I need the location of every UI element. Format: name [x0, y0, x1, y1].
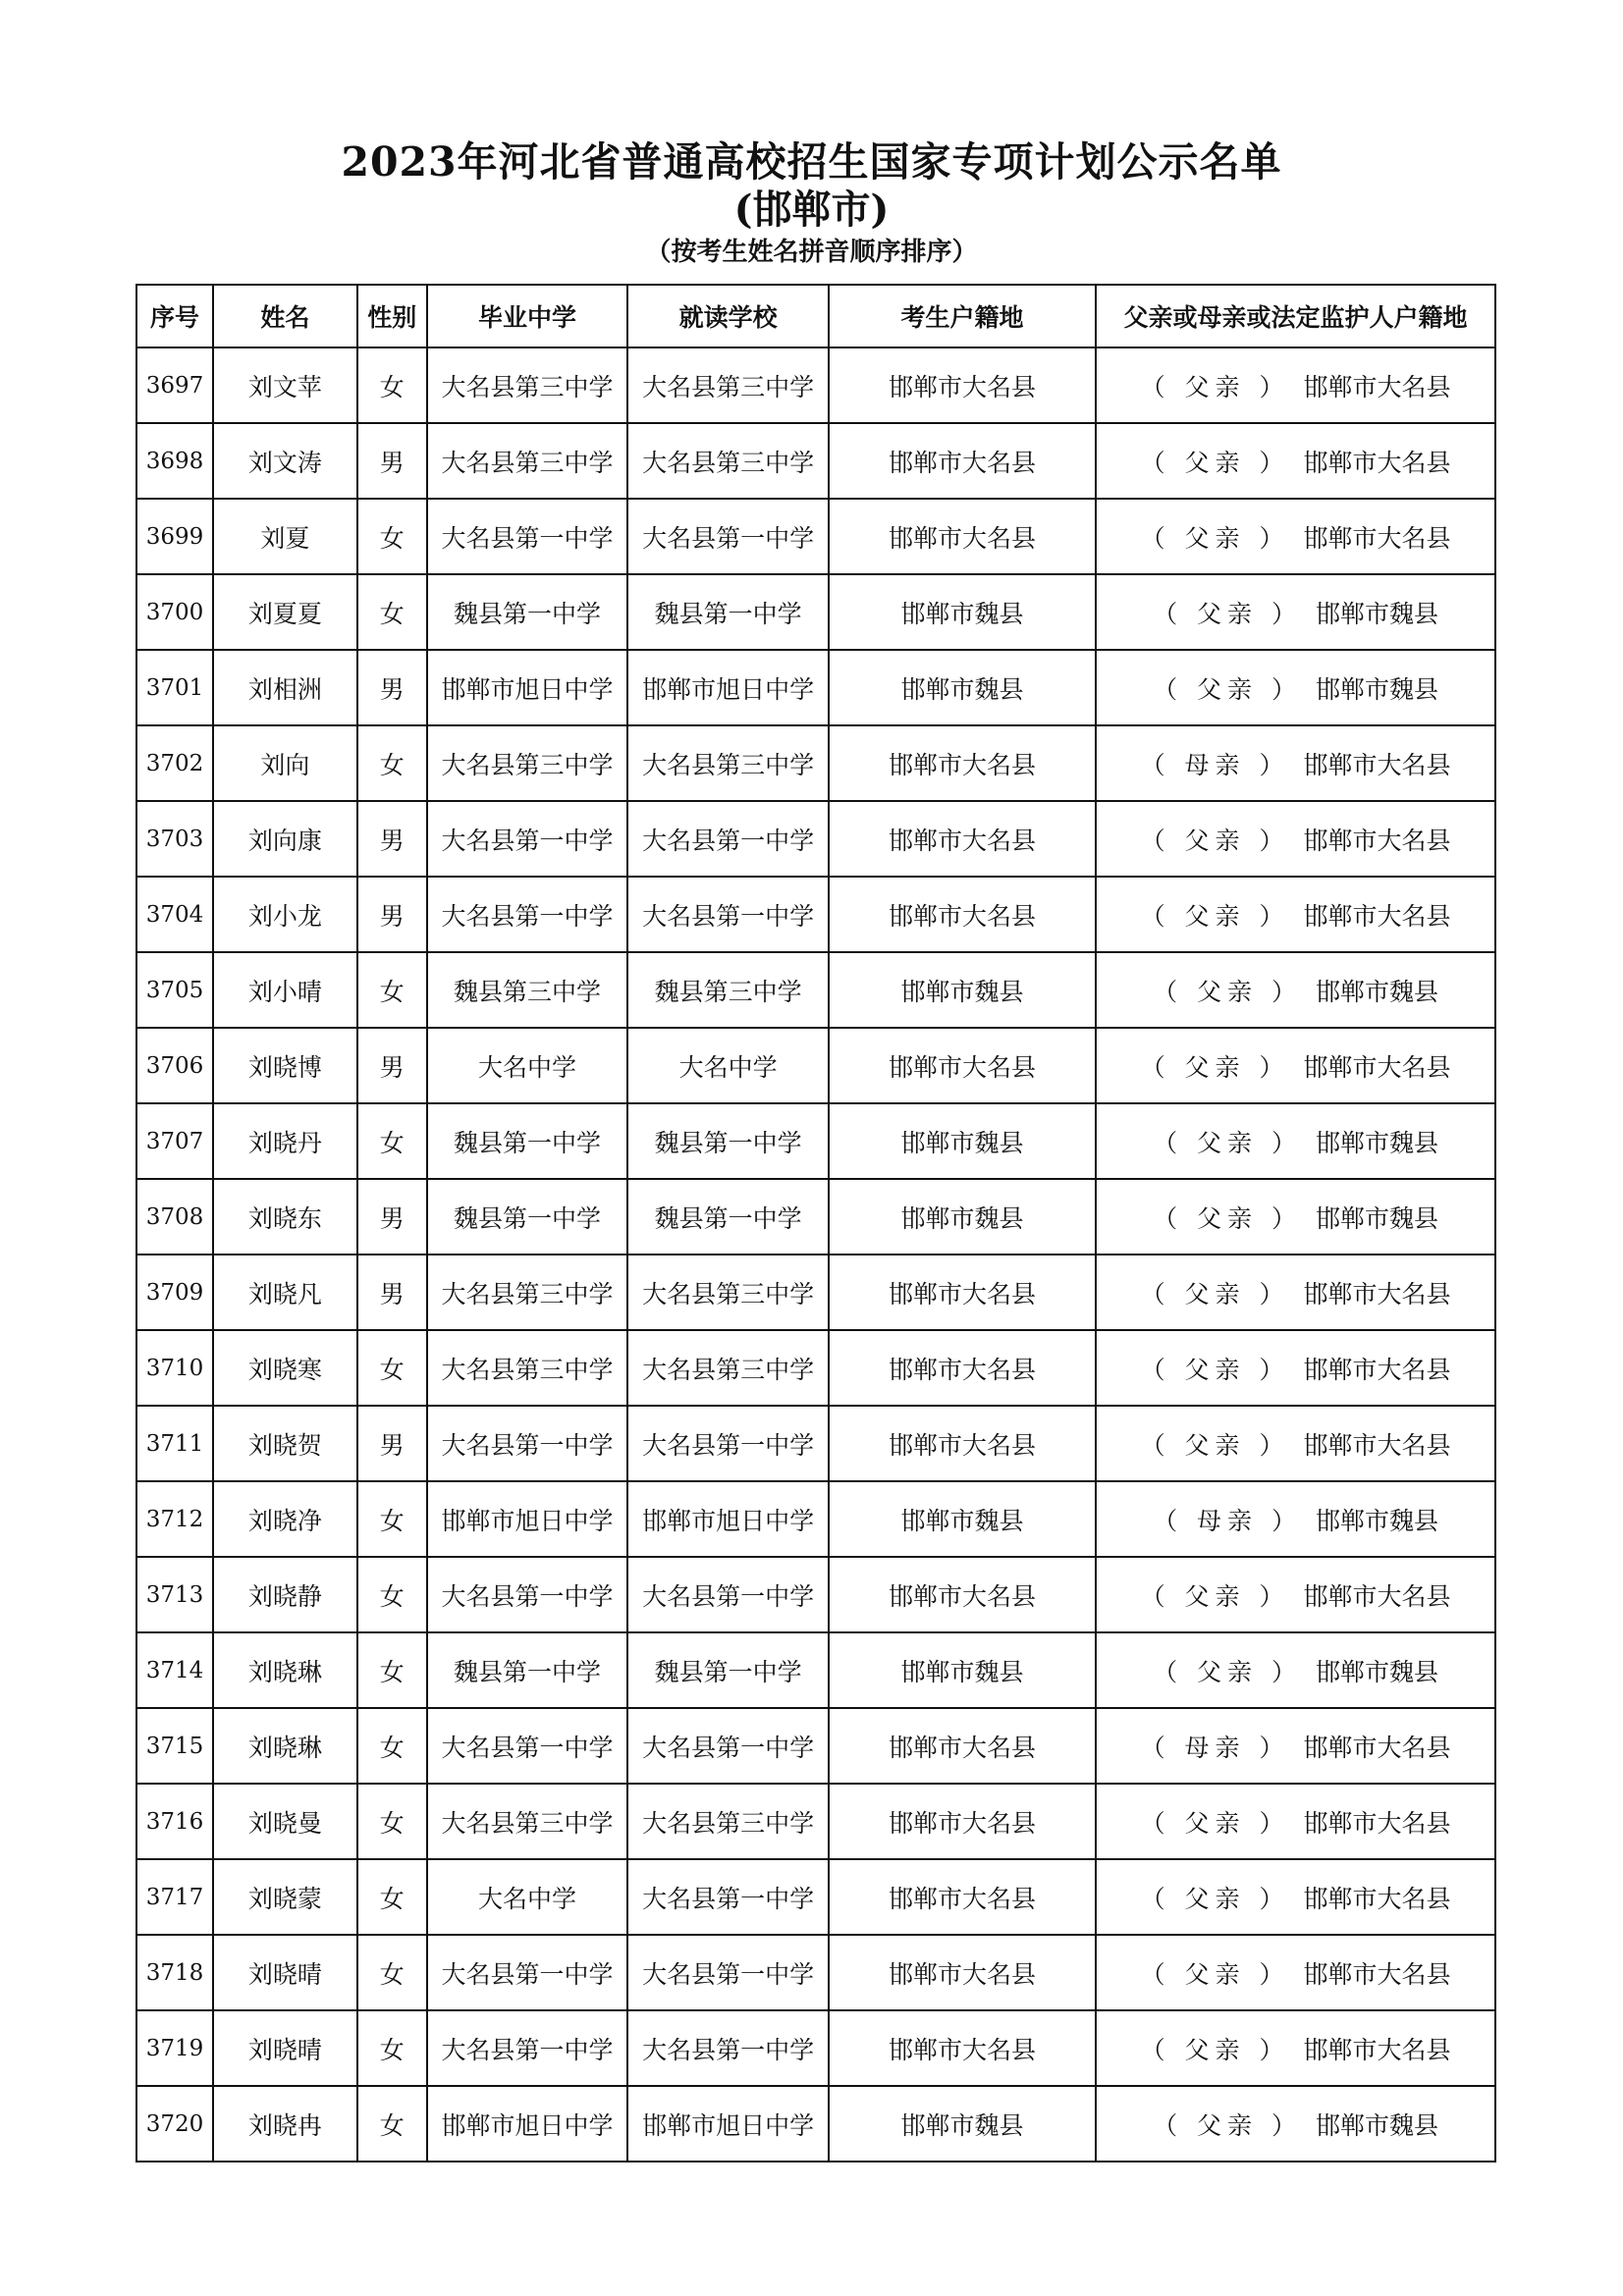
guardian-relation: （ 母亲 ） [1140, 750, 1290, 779]
graduation-school-cell: 大名县第一中学 [427, 1557, 628, 1632]
serial-cell: 3707 [136, 1103, 213, 1179]
gender-cell: 女 [357, 1632, 427, 1708]
guardian-hukou-cell [1096, 877, 1495, 952]
name-cell: 刘向 [213, 725, 357, 801]
graduation-school-cell: 魏县第三中学 [427, 952, 628, 1028]
guardian-relation: （ 父亲 ） [1140, 1808, 1290, 1838]
guardian-hukou-cell [1096, 801, 1495, 877]
guardian-location: 邯郸市大名县 [1303, 901, 1451, 931]
name-cell: 刘晓晴 [213, 2010, 357, 2086]
sort-note: （按考生姓名拼音顺序排序） [645, 238, 978, 267]
graduation-school-cell: 魏县第一中学 [427, 574, 628, 650]
gender-cell: 女 [357, 2086, 427, 2162]
current-school-cell: 大名县第三中学 [627, 423, 829, 499]
guardian-relation: （ 父亲 ） [1140, 1279, 1290, 1308]
gender-cell: 女 [357, 1330, 427, 1406]
gender-cell: 女 [357, 1935, 427, 2010]
name-cell: 刘夏夏 [213, 574, 357, 650]
student-hukou-cell: 邯郸市魏县 [829, 2086, 1096, 2162]
guardian-location: 邯郸市大名县 [1303, 1355, 1451, 1384]
name-cell: 刘晓曼 [213, 1784, 357, 1859]
guardian-location: 邯郸市大名县 [1303, 1581, 1451, 1611]
current-school-cell: 大名县第三中学 [627, 347, 829, 423]
guardian-location: 邯郸市魏县 [1315, 977, 1438, 1006]
name-cell: 刘晓净 [213, 1481, 357, 1557]
table-row [136, 952, 1495, 1028]
guardian-location: 邯郸市大名县 [1303, 448, 1451, 477]
student-hukou-cell: 邯郸市魏县 [829, 1179, 1096, 1255]
table-row [136, 1784, 1495, 1859]
guardian-relation: （ 父亲 ） [1153, 1203, 1302, 1233]
header-name: 姓名 [213, 285, 357, 347]
graduation-school-cell: 大名县第一中学 [427, 1935, 628, 2010]
header-serial: 序号 [136, 285, 213, 347]
table-row [136, 1935, 1495, 2010]
guardian-hukou-cell [1096, 347, 1495, 423]
gender-cell: 女 [357, 347, 427, 423]
serial-cell: 3699 [136, 499, 213, 574]
student-hukou-cell: 邯郸市大名县 [829, 1557, 1096, 1632]
student-hukou-cell: 邯郸市大名县 [829, 1784, 1096, 1859]
current-school-cell: 大名县第一中学 [627, 499, 829, 574]
current-school-cell: 大名县第一中学 [627, 877, 829, 952]
serial-cell: 3700 [136, 574, 213, 650]
guardian-hukou-cell [1096, 1330, 1495, 1406]
name-cell: 刘晓琳 [213, 1708, 357, 1784]
graduation-school-cell: 大名中学 [427, 1859, 628, 1935]
student-hukou-cell: 邯郸市大名县 [829, 1028, 1096, 1103]
guardian-hukou-cell [1096, 2010, 1495, 2086]
guardian-relation: （ 父亲 ） [1153, 977, 1302, 1006]
guardian-relation: （ 父亲 ） [1153, 1128, 1302, 1157]
guardian-hukou-cell [1096, 1255, 1495, 1330]
guardian-location: 邯郸市魏县 [1315, 674, 1438, 704]
guardian-hukou-cell [1096, 952, 1495, 1028]
guardian-hukou-cell [1096, 1406, 1495, 1481]
table-row [136, 1103, 1495, 1179]
current-school-cell: 大名县第一中学 [627, 2010, 829, 2086]
student-hukou-cell: 邯郸市大名县 [829, 1708, 1096, 1784]
graduation-school-cell: 大名县第三中学 [427, 347, 628, 423]
header-graduation-school: 毕业中学 [427, 285, 628, 347]
table-row [136, 1708, 1495, 1784]
guardian-relation: （ 母亲 ） [1153, 1506, 1302, 1535]
serial-cell: 3716 [136, 1784, 213, 1859]
name-cell: 刘晓贺 [213, 1406, 357, 1481]
serial-cell: 3720 [136, 2086, 213, 2162]
name-cell: 刘晓凡 [213, 1255, 357, 1330]
student-hukou-cell: 邯郸市魏县 [829, 1103, 1096, 1179]
graduation-school-cell: 邯郸市旭日中学 [427, 2086, 628, 2162]
current-school-cell: 邯郸市旭日中学 [627, 1481, 829, 1557]
guardian-hukou-cell [1096, 650, 1495, 725]
guardian-location: 邯郸市魏县 [1315, 2110, 1438, 2140]
graduation-school-cell: 大名县第三中学 [427, 423, 628, 499]
header-student-hukou: 考生户籍地 [829, 285, 1096, 347]
table-header-row [136, 285, 1495, 347]
graduation-school-cell: 大名县第一中学 [427, 1406, 628, 1481]
guardian-relation: （ 父亲 ） [1140, 2035, 1290, 2064]
gender-cell: 男 [357, 1028, 427, 1103]
gender-cell: 女 [357, 1859, 427, 1935]
table-row [136, 1028, 1495, 1103]
gender-cell: 女 [357, 1784, 427, 1859]
student-hukou-cell: 邯郸市魏县 [829, 952, 1096, 1028]
current-school-cell: 大名县第一中学 [627, 1859, 829, 1935]
graduation-school-cell: 大名县第一中学 [427, 499, 628, 574]
graduation-school-cell: 大名县第三中学 [427, 1255, 628, 1330]
guardian-hukou-cell [1096, 1784, 1495, 1859]
student-hukou-cell: 邯郸市大名县 [829, 347, 1096, 423]
student-hukou-cell: 邯郸市大名县 [829, 1255, 1096, 1330]
guardian-hukou-cell [1096, 2086, 1495, 2162]
table-row [136, 1557, 1495, 1632]
graduation-school-cell: 大名县第三中学 [427, 1784, 628, 1859]
current-school-cell: 魏县第一中学 [627, 1103, 829, 1179]
graduation-school-cell: 邯郸市旭日中学 [427, 1481, 628, 1557]
guardian-location: 邯郸市大名县 [1303, 2035, 1451, 2064]
name-cell: 刘晓晴 [213, 1935, 357, 2010]
table-row [136, 801, 1495, 877]
name-cell: 刘小龙 [213, 877, 357, 952]
student-hukou-cell: 邯郸市大名县 [829, 1859, 1096, 1935]
table-row [136, 1255, 1495, 1330]
guardian-relation: （ 父亲 ） [1140, 901, 1290, 931]
graduation-school-cell: 大名中学 [427, 1028, 628, 1103]
student-hukou-cell: 邯郸市大名县 [829, 801, 1096, 877]
guardian-hukou-cell [1096, 1103, 1495, 1179]
graduation-school-cell: 大名县第三中学 [427, 725, 628, 801]
guardian-location: 邯郸市大名县 [1303, 750, 1451, 779]
guardian-relation: （ 父亲 ） [1140, 372, 1290, 401]
guardian-hukou-cell [1096, 1481, 1495, 1557]
serial-cell: 3717 [136, 1859, 213, 1935]
guardian-location: 邯郸市大名县 [1303, 1279, 1451, 1308]
table-row [136, 1632, 1495, 1708]
table-row [136, 1179, 1495, 1255]
guardian-location: 邯郸市大名县 [1303, 1052, 1451, 1082]
student-hukou-cell: 邯郸市大名县 [829, 423, 1096, 499]
serial-cell: 3698 [136, 423, 213, 499]
graduation-school-cell: 大名县第一中学 [427, 2010, 628, 2086]
guardian-relation: （ 父亲 ） [1140, 1052, 1290, 1082]
serial-cell: 3719 [136, 2010, 213, 2086]
graduation-school-cell: 邯郸市旭日中学 [427, 650, 628, 725]
guardian-location: 邯郸市大名县 [1303, 826, 1451, 855]
guardian-location: 邯郸市魏县 [1315, 1506, 1438, 1535]
gender-cell: 女 [357, 499, 427, 574]
student-hukou-cell: 邯郸市大名县 [829, 2010, 1096, 2086]
gender-cell: 男 [357, 877, 427, 952]
name-cell: 刘晓东 [213, 1179, 357, 1255]
table-row [136, 574, 1495, 650]
gender-cell: 男 [357, 801, 427, 877]
current-school-cell: 大名县第一中学 [627, 1557, 829, 1632]
serial-cell: 3710 [136, 1330, 213, 1406]
gender-cell: 女 [357, 952, 427, 1028]
graduation-school-cell: 大名县第一中学 [427, 877, 628, 952]
serial-cell: 3704 [136, 877, 213, 952]
table-row [136, 1859, 1495, 1935]
current-school-cell: 大名县第三中学 [627, 1784, 829, 1859]
table-row [136, 2086, 1495, 2162]
name-cell: 刘晓寒 [213, 1330, 357, 1406]
guardian-hukou-cell [1096, 1935, 1495, 2010]
guardian-hukou-cell [1096, 574, 1495, 650]
guardian-relation: （ 父亲 ） [1140, 1581, 1290, 1611]
student-hukou-cell: 邯郸市魏县 [829, 650, 1096, 725]
guardian-hukou-cell [1096, 1708, 1495, 1784]
graduation-school-cell: 大名县第一中学 [427, 801, 628, 877]
gender-cell: 女 [357, 1708, 427, 1784]
guardian-hukou-cell [1096, 1179, 1495, 1255]
gender-cell: 男 [357, 1179, 427, 1255]
gender-cell: 女 [357, 2010, 427, 2086]
table-row [136, 1330, 1495, 1406]
guardian-relation: （ 父亲 ） [1140, 826, 1290, 855]
serial-cell: 3713 [136, 1557, 213, 1632]
guardian-location: 邯郸市大名县 [1303, 1430, 1451, 1460]
serial-cell: 3701 [136, 650, 213, 725]
guardian-hukou-cell [1096, 725, 1495, 801]
name-cell: 刘相洲 [213, 650, 357, 725]
current-school-cell: 魏县第一中学 [627, 1632, 829, 1708]
table-row [136, 1481, 1495, 1557]
guardian-hukou-cell [1096, 423, 1495, 499]
table-row [136, 650, 1495, 725]
serial-cell: 3709 [136, 1255, 213, 1330]
guardian-relation: （ 父亲 ） [1140, 1884, 1290, 1913]
gender-cell: 女 [357, 1103, 427, 1179]
guardian-location: 邯郸市魏县 [1315, 1657, 1438, 1686]
current-school-cell: 邯郸市旭日中学 [627, 650, 829, 725]
guardian-hukou-cell [1096, 1028, 1495, 1103]
gender-cell: 男 [357, 1406, 427, 1481]
guardian-relation: （ 父亲 ） [1153, 2110, 1302, 2140]
serial-cell: 3708 [136, 1179, 213, 1255]
serial-cell: 3718 [136, 1935, 213, 2010]
table-row [136, 725, 1495, 801]
current-school-cell: 魏县第一中学 [627, 574, 829, 650]
student-hukou-cell: 邯郸市魏县 [829, 1481, 1096, 1557]
name-cell: 刘夏 [213, 499, 357, 574]
current-school-cell: 大名县第一中学 [627, 1406, 829, 1481]
table-row [136, 347, 1495, 423]
current-school-cell: 魏县第三中学 [627, 952, 829, 1028]
name-cell: 刘晓丹 [213, 1103, 357, 1179]
serial-cell: 3711 [136, 1406, 213, 1481]
guardian-location: 邯郸市魏县 [1315, 1203, 1438, 1233]
guardian-location: 邯郸市大名县 [1303, 1884, 1451, 1913]
table-row [136, 2010, 1495, 2086]
student-hukou-cell: 邯郸市大名县 [829, 1330, 1096, 1406]
guardian-location: 邯郸市魏县 [1315, 599, 1438, 628]
current-school-cell: 大名县第一中学 [627, 801, 829, 877]
gender-cell: 女 [357, 1481, 427, 1557]
serial-cell: 3703 [136, 801, 213, 877]
name-cell: 刘晓静 [213, 1557, 357, 1632]
table-row [136, 877, 1495, 952]
gender-cell: 男 [357, 650, 427, 725]
current-school-cell: 邯郸市旭日中学 [627, 2086, 829, 2162]
guardian-relation: （ 父亲 ） [1153, 599, 1302, 628]
gender-cell: 女 [357, 1557, 427, 1632]
serial-cell: 3712 [136, 1481, 213, 1557]
current-school-cell: 大名县第三中学 [627, 725, 829, 801]
student-hukou-cell: 邯郸市大名县 [829, 725, 1096, 801]
guardian-hukou-cell [1096, 499, 1495, 574]
table-row [136, 1406, 1495, 1481]
guardian-relation: （ 父亲 ） [1140, 1430, 1290, 1460]
current-school-cell: 大名县第一中学 [627, 1708, 829, 1784]
gender-cell: 女 [357, 725, 427, 801]
serial-cell: 3702 [136, 725, 213, 801]
name-cell: 刘文涛 [213, 423, 357, 499]
graduation-school-cell: 魏县第一中学 [427, 1103, 628, 1179]
name-cell: 刘晓博 [213, 1028, 357, 1103]
gender-cell: 女 [357, 574, 427, 650]
guardian-relation: （ 父亲 ） [1140, 1355, 1290, 1384]
name-cell: 刘文苹 [213, 347, 357, 423]
guardian-relation: （ 父亲 ） [1140, 1959, 1290, 1989]
table-row [136, 423, 1495, 499]
guardian-relation: （ 父亲 ） [1153, 1657, 1302, 1686]
student-hukou-cell: 邯郸市魏县 [829, 1632, 1096, 1708]
current-school-cell: 大名县第三中学 [627, 1255, 829, 1330]
gender-cell: 男 [357, 423, 427, 499]
serial-cell: 3715 [136, 1708, 213, 1784]
current-school-cell: 魏县第一中学 [627, 1179, 829, 1255]
page-subtitle: (邯郸市) [733, 187, 890, 233]
graduation-school-cell: 大名县第一中学 [427, 1708, 628, 1784]
graduation-school-cell: 魏县第一中学 [427, 1179, 628, 1255]
guardian-relation: （ 父亲 ） [1140, 448, 1290, 477]
name-cell: 刘向康 [213, 801, 357, 877]
current-school-cell: 大名县第一中学 [627, 1935, 829, 2010]
serial-cell: 3697 [136, 347, 213, 423]
guardian-relation: （ 父亲 ） [1140, 523, 1290, 553]
guardian-location: 邯郸市大名县 [1303, 1808, 1451, 1838]
graduation-school-cell: 大名县第三中学 [427, 1330, 628, 1406]
guardian-location: 邯郸市大名县 [1303, 372, 1451, 401]
name-cell: 刘晓琳 [213, 1632, 357, 1708]
name-cell: 刘小晴 [213, 952, 357, 1028]
guardian-hukou-cell [1096, 1632, 1495, 1708]
guardian-relation: （ 母亲 ） [1140, 1733, 1290, 1762]
table-row [136, 499, 1495, 574]
graduation-school-cell: 魏县第一中学 [427, 1632, 628, 1708]
header-gender: 性别 [357, 285, 427, 347]
student-hukou-cell: 邯郸市魏县 [829, 574, 1096, 650]
header-current-school: 就读学校 [627, 285, 829, 347]
serial-cell: 3714 [136, 1632, 213, 1708]
name-cell: 刘晓蒙 [213, 1859, 357, 1935]
serial-cell: 3705 [136, 952, 213, 1028]
guardian-location: 邯郸市魏县 [1315, 1128, 1438, 1157]
guardian-hukou-cell [1096, 1859, 1495, 1935]
guardian-location: 邯郸市大名县 [1303, 1733, 1451, 1762]
student-hukou-cell: 邯郸市大名县 [829, 499, 1096, 574]
roster-table [135, 284, 1496, 2163]
name-cell: 刘晓冉 [213, 2086, 357, 2162]
guardian-location: 邯郸市大名县 [1303, 523, 1451, 553]
student-hukou-cell: 邯郸市大名县 [829, 877, 1096, 952]
guardian-location: 邯郸市大名县 [1303, 1959, 1451, 1989]
header-guardian-hukou: 父亲或母亲或法定监护人户籍地 [1096, 285, 1495, 347]
guardian-relation: （ 父亲 ） [1153, 674, 1302, 704]
current-school-cell: 大名县第三中学 [627, 1330, 829, 1406]
serial-cell: 3706 [136, 1028, 213, 1103]
page-title: 2023年河北省普通高校招生国家专项计划公示名单 [341, 138, 1282, 186]
student-hukou-cell: 邯郸市大名县 [829, 1935, 1096, 2010]
student-hukou-cell: 邯郸市大名县 [829, 1406, 1096, 1481]
guardian-hukou-cell [1096, 1557, 1495, 1632]
gender-cell: 男 [357, 1255, 427, 1330]
current-school-cell: 大名中学 [627, 1028, 829, 1103]
